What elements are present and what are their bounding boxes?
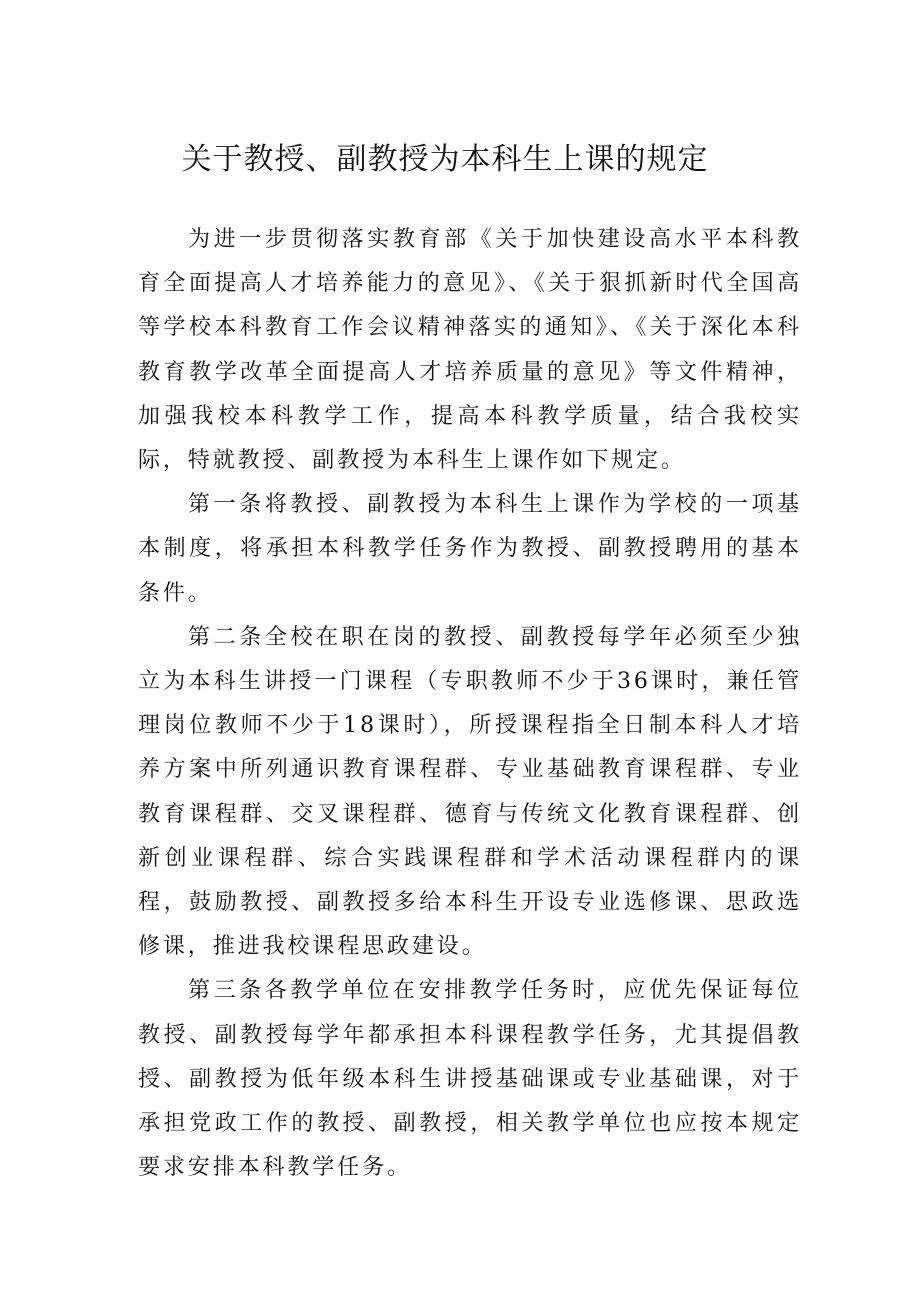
document-title: 关于教授、副教授为本科生上课的规定 (181, 142, 709, 177)
paragraph-article-2: 第二条全校在职在岗的教授、副教授每学年必须至少独立为本科生讲授一门课程（专职教师不少于36课时，兼任管理岗位教师不少于18课时），所授课程指全日制本科人才培养方案中所列通识教育课程群、专业基础教育课程群、专业教育课程群、交叉课程群、德育与传统文化教育课程群、创新创业课程群、综合实践课程群和学术活动课程群内的课程，鼓励教授、副教授多给本科生开设专业选修课、思政选修课，推进我校课程思政建设。 (138, 624, 802, 960)
paragraph-article-1: 第一条将教授、副教授为本科生上课作为学校的一项基本制度，将承担本科教学任务作为教授、副教授聘用的基本条件。 (138, 492, 802, 606)
paragraph-article-3: 第三条各教学单位在安排教学任务时，应优先保证每位教授、副教授每学年都承担本科课程教学任务，尤其提倡教授、副教授为低年级本科生讲授基础课或专业基础课，对于承担党政工作的教授、副教授，相关教学单位也应按本规定要求安排本科教学任务。 (138, 978, 802, 1181)
document-body (138, 218, 802, 1190)
paragraph-preamble: 为进一步贯彻落实教育部《关于加快建设高水平本科教育全面提高人才培养能力的意见》、《关于狠抓新时代全国高等学校本科教育工作会议精神落实的通知》、《关于深化本科教育教学改革全面提高人才培养质量的意见》等文件精神，加强我校本科教学工作，提高本科教学质量，结合我校实际，特就教授、副教授为本科生上课作如下规定。 (138, 227, 802, 474)
